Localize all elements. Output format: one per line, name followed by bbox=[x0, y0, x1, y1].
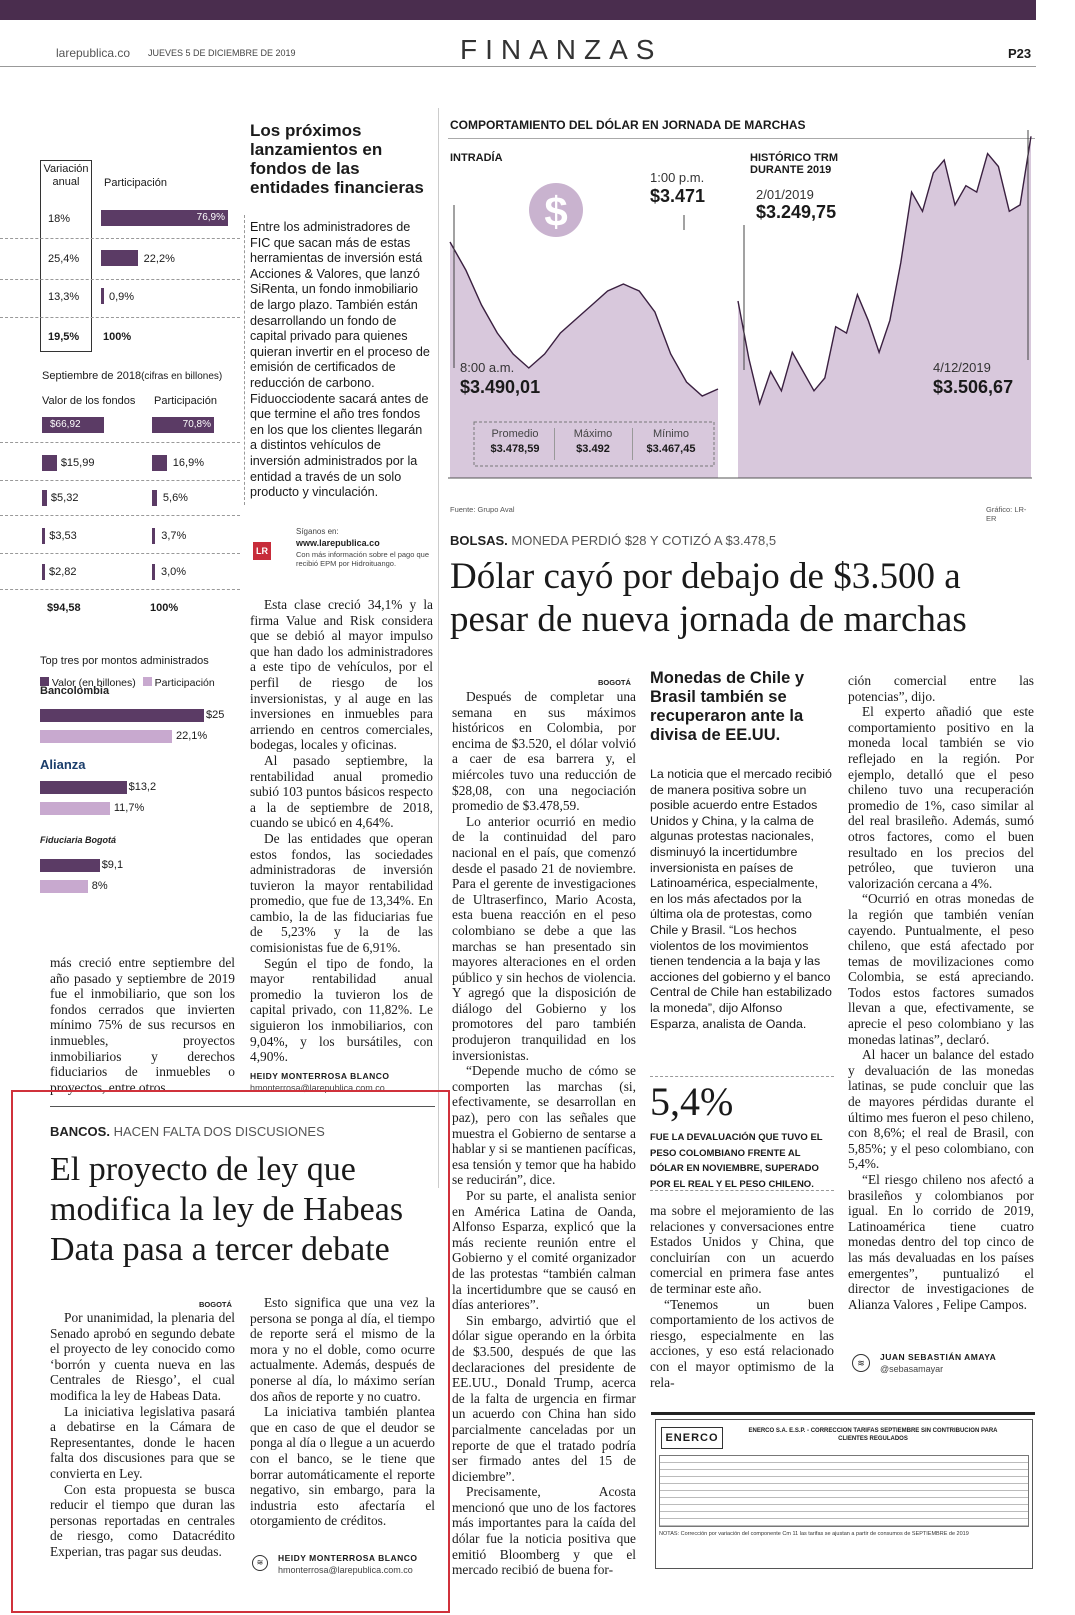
growth-value: 18% bbox=[48, 213, 71, 225]
sept-total-share: 100% bbox=[150, 602, 179, 614]
habeas-top-rule bbox=[50, 1106, 435, 1107]
share-value: 22,2% bbox=[143, 253, 175, 265]
main-byline-icon: ≋ bbox=[852, 1354, 870, 1372]
bank-logo: Fiduciaria Bogotá bbox=[40, 835, 117, 845]
hist-label: HISTÓRICO TRM DURANTE 2019 bbox=[750, 152, 838, 176]
legend-share-swatch bbox=[143, 677, 152, 686]
dashed-line bbox=[0, 317, 240, 318]
svg-text:$: $ bbox=[544, 188, 568, 235]
habeas-dateline: BOGOTÁ bbox=[199, 1300, 232, 1309]
paragraph: “Tenemos un buen comportamiento de los activos de riesgo, especialmente en las acciones, y eso está relacionado con el mayor optimismo de la rela- bbox=[650, 1296, 834, 1390]
top3-value-bar bbox=[40, 859, 100, 872]
habeas-kicker-rest: HACEN FALTA DOS DISCUSIONES bbox=[113, 1124, 325, 1139]
sept-share-bar bbox=[152, 455, 167, 471]
enerco-note: NOTAS: Corrección por variación del componente Cm 11 las tarifas se ajustan a partir de consumos de SEPTIEMBRE de 2019 bbox=[659, 1531, 969, 1537]
habeas-byline: HEIDY MONTERROSA BLANCO bbox=[278, 1553, 418, 1563]
launches-box-border bbox=[244, 215, 246, 505]
legend-share-label: Participación bbox=[154, 677, 215, 689]
paragraph: Esta clase creció 34,1% y la firma Value and Risk considera que se debió al mayor impulso que han dado los administradores a este tipo de vehículos, por el perfil de riesgo de los inversionistas, y al auge en las inversiones en inmuebles para arriendo en centros comerciales, bodegas, locales y oficinas. bbox=[250, 597, 433, 753]
habeas-headline[interactable]: El proyecto de ley que modifica la ley de Habeas Data pasa a tercer debate bbox=[50, 1151, 404, 1268]
top3-value-bar bbox=[40, 781, 127, 794]
main-kicker-rest: MONEDA PERDIÓ $28 Y COTIZÓ A $3.478,5 bbox=[511, 533, 777, 548]
top3-share-bar bbox=[40, 802, 110, 815]
share-col-header: Participación bbox=[104, 177, 167, 189]
sept-share-label: 5,6% bbox=[162, 492, 188, 504]
share-value: 0,9% bbox=[109, 291, 135, 303]
sept-title bbox=[42, 370, 222, 382]
sept-value-bar bbox=[42, 564, 45, 580]
paragraph: La iniciativa también plantea que en caso de que el deudor se ponga al día o llegue a un acuerdo con el banco, se le tiene que borrar automáticamente el reporte negativo, sin embargo, para la industria esto afectaría el otorgamiento de créditos. bbox=[250, 1404, 435, 1529]
top3-share-bar bbox=[40, 880, 88, 893]
follow-label: Síganos en: bbox=[296, 527, 339, 536]
sept-share-label: 16,9% bbox=[172, 457, 204, 469]
main-byline: JUAN SEBASTIÁN AMAYA bbox=[880, 1352, 997, 1362]
devaluation-caption: FUE LA DEVALUACIÓN QUE TUVO EL PESO COLOMBIANO FRENTE AL DÓLAR EN NOVIEMBRE, SUPERADO POR EL REAL Y EL PESO CHILENO. bbox=[650, 1132, 823, 1190]
share-value: 100% bbox=[103, 331, 132, 343]
paragraph: Por unanimidad, la plenaria del Senado aprobó en segundo debate el proyecto de ley conocido como ‘borrón y cuenta nueva en las Centrales de Riesgo’, el cual modifica la ley de Habeas Data. bbox=[50, 1310, 235, 1403]
top3-value-label: $13,2 bbox=[128, 781, 157, 793]
stat-divider bbox=[554, 428, 555, 460]
col2-email[interactable]: hmonterrosa@larepublica.com.co bbox=[250, 1083, 385, 1093]
follow-note: Con más información sobre el pago que recibió EPM por Hidroituango. bbox=[296, 550, 429, 568]
lr-logo: LR bbox=[253, 542, 271, 560]
chile-box-text: La noticia que el mercado recibió de manera positiva sobre un posible acuerdo entre Estados Unidos y China, y la calma de algunas protestas nacionales, disminuyó la incertidumbre inversionista en países de Latinoamérica, especialmente, en los más afectados por la última ola de protestas, como Chile y Brasil. “Los hechos violentos de los movimientos tienen tendencia a la baja y las acciones del gobierno y el banco Central de Chile han estabilizado la moneda”, dijo Alfonso Esparza, analista de Oanda. bbox=[650, 767, 832, 1031]
paragraph: Al pasado septiembre, la rentabilidad anual promedio subió 103 puntos básicos respecto a la de septiembre de 2018, cuando se ubicó en 4,64%. bbox=[250, 752, 433, 831]
top3-share-label: 22,1% bbox=[176, 730, 208, 742]
part-col-header: Participación bbox=[154, 395, 217, 407]
enerco-title: ENERCO S.A. E.S.P. - CORRECCION TARIFAS SEPTIEMBRE SIN CONTRIBUCION PARA CLIENTES REGULADOS bbox=[748, 1428, 998, 1442]
growth-value: 19,5% bbox=[48, 331, 80, 343]
hist-end-value: $3.506,67 bbox=[933, 377, 1014, 397]
sept-value-bar bbox=[42, 490, 47, 506]
stat-divider bbox=[632, 428, 633, 460]
sept-share-bar bbox=[152, 490, 157, 506]
sept-value-label: $5,32 bbox=[50, 492, 79, 504]
stat-value: $3.478,59 bbox=[490, 443, 540, 455]
paragraph: Por su parte, el analista senior en América Latina de Oanda, Alfonso Esparza, explicó que la más reciente reunión entre el Gobierno y el comité organizador de las protestas “también calman la incertidumbre que se causó en días anteriores”. bbox=[452, 1188, 636, 1313]
stat-value: $3.492 bbox=[576, 443, 610, 455]
bank-logo: Alianza bbox=[40, 757, 86, 772]
dashed-line bbox=[0, 279, 240, 280]
habeas-col-a bbox=[50, 1310, 235, 1560]
stat-value: $3.467,45 bbox=[646, 443, 696, 455]
sept-value-label: $2,82 bbox=[49, 566, 77, 578]
dashed-line bbox=[0, 238, 240, 239]
dollar-chart bbox=[448, 110, 1035, 523]
dollar-coin-icon bbox=[522, 176, 590, 244]
sept-share-bar: 70,8% bbox=[152, 417, 214, 433]
top3-title: Top tres por montos administrados bbox=[40, 655, 209, 667]
paragraph: Esto significa que una vez la persona se ponga al día, el tiempo de reporte será el mismo de la mora y no el doble, como ocurre actualmente. Además, después de ponerse al día, lo máximo serían dos años de reporte y no cuatro. bbox=[250, 1295, 435, 1404]
top3-value-label: $25 bbox=[206, 709, 225, 721]
mid-value: $3.471 bbox=[650, 186, 706, 206]
stat-label: Promedio bbox=[491, 428, 539, 440]
sept-share-label: 3,0% bbox=[161, 566, 187, 578]
top3-value-label: $9,1 bbox=[101, 859, 124, 871]
hist-end-date: 4/12/2019 bbox=[933, 360, 991, 375]
habeas-email[interactable]: hmonterrosa@larepublica.com.co bbox=[278, 1565, 413, 1575]
top3-value-bar bbox=[40, 709, 204, 722]
enerco-table bbox=[659, 1455, 1029, 1527]
paragraph: Lo anterior ocurrió en medio de la continuidad del paro nacional en el país, que comenzó desde el pasado 21 de noviembre. Para el gerente de investigaciones de Ultraserfinco, Mario Acosta, esta buena reacción en el peso colombiano se debe a que las marchas se han presentado sin mayores alteraciones en el orden público y sin hechos de violencia. Y agregó que la disposición de diálogo del Gobierno y los promotores del paro también produjeron tranquilidad en los inversionistas. bbox=[452, 813, 636, 1063]
section-title: FINANZAS bbox=[460, 34, 663, 65]
stat-label: Máximo bbox=[573, 428, 613, 440]
hist-start-date: 2/01/2019 bbox=[756, 187, 814, 202]
main-col-a bbox=[452, 689, 636, 1578]
stat-rule-bottom bbox=[650, 1190, 834, 1191]
paragraph: ma sobre el mejoramiento de las relaciones y conversaciones entre Estados Unidos y China, que concluirían con un acuerdo comercial en primera fase antes de terminar este año. bbox=[650, 1203, 834, 1296]
launches-box-heading: Los próximos lanzamientos en fondos de las entidades financieras bbox=[250, 121, 424, 197]
page-number: P23 bbox=[1008, 46, 1032, 61]
main-handle[interactable]: @sebasamayar bbox=[880, 1364, 944, 1374]
dollar-chart-svg bbox=[448, 110, 1035, 520]
devaluation-stat: 5,4% bbox=[650, 1079, 734, 1124]
sept-share-bar bbox=[152, 564, 155, 580]
dashed-line bbox=[0, 553, 240, 554]
paragraph: Precisamente, Acosta mencionó que uno de los factores más importantes para la caída del dólar fue la noticia positiva que emitió Bloomberg y que el mercado recibió de buena for- bbox=[452, 1484, 636, 1578]
legend-value-label: Valor (en billones) bbox=[51, 677, 136, 689]
sept-value-label: $15,99 bbox=[60, 457, 95, 469]
header-rule bbox=[0, 66, 1036, 67]
growth-value: 25,4% bbox=[48, 253, 80, 265]
intraday-label: INTRADÍA bbox=[450, 152, 503, 164]
stat-rule bbox=[650, 1076, 834, 1077]
habeas-col-b bbox=[250, 1295, 435, 1529]
bank-logo: Bancolombia bbox=[40, 685, 110, 697]
top3-chart bbox=[0, 655, 240, 925]
fund-article-body bbox=[250, 597, 433, 1065]
value-col-header: Valor de los fondos bbox=[42, 395, 136, 407]
chile-box-heading: Monedas de Chile y Brasil también se recuperaron ante la divisa de EE.UU. bbox=[650, 669, 805, 744]
sept-value-bar bbox=[42, 455, 57, 471]
growth-value: 13,3% bbox=[48, 291, 80, 303]
dollar-chart-title: COMPORTAMIENTO DEL DÓLAR EN JORNADA DE MARCHAS bbox=[450, 118, 806, 132]
habeas-kicker-tag: BANCOS. bbox=[50, 1124, 110, 1139]
top3-share-bar bbox=[40, 730, 172, 743]
share-bar bbox=[101, 288, 104, 304]
chart-credit: Gráfico: LR-ER bbox=[986, 505, 1027, 523]
launches-box-text: Entre los administradores de FIC que sacan más de estas herramientas de inversión está Acciones & Valores, que lanzó SiRenta, un fondo inmobiliario de largo plazo. También están desarrollando un fondo de capital privado para quienes quieran invertir en el proceso de emisión de certificados de reducción de carbono. Fiduocciodente sacará antes de que termine el año tres fondos en los que los clientes llegarán a distintos vehículos de inversión administrados por la entidad a través de un solo producto y vinculación. bbox=[250, 220, 430, 500]
paragraph: Sin embargo, advirtió que el dólar sigue operando en la órbita de $3.500, después de que las declaraciones del presidente de EE.UU., Donald Trump, acerca de la falta de urgencia en firmar un acuerdo con China han sido parcialmente canceladas por un reporte de que el tratado podría ser firmado antes del 15 de diciembre”. bbox=[452, 1312, 636, 1484]
habeas-byline-icon: ≋ bbox=[252, 1555, 268, 1571]
paragraph: “Depende mucho de cómo se comporten las marchas (si, efectivamente, se desarrollan en paz), pero con las señales que muestra el Gobierno de sentarse a hablar y si se mantienen pacíficas, esa tensión y temor que ha habido se reducirán”, dice. bbox=[452, 1063, 636, 1188]
issue-date: JUEVES 5 DE DICIEMBRE DE 2019 bbox=[148, 48, 296, 58]
main-dateline: BOGOTÁ bbox=[598, 678, 631, 687]
top3-share-label: 8% bbox=[91, 880, 108, 892]
follow-block bbox=[250, 527, 435, 572]
share-bar bbox=[101, 250, 138, 266]
sept-title-text: Septiembre de 2018 bbox=[42, 370, 142, 382]
paragraph: Al hacer un balance del estado y devaluación de las monedas latinas, se pude concluir que las de mayores pérdidas durante el último mes fueron el peso chileno, con 8,6%; el real de Brasil, con 5,85%; y el peso colombiano, con 5,4%. bbox=[848, 1047, 1034, 1172]
growth-col-header: Variación anual bbox=[43, 163, 89, 188]
paragraph: De las entidades que operan estos fondos, las sociedades administradoras de inversión tuvieron la mayor rentabilidad promedio, que fue de 13,34%. En cambio, la de las fiduciarias fue de 5,23% y la de las comisionistas fue de 6,91%. bbox=[250, 830, 433, 956]
paragraph: La iniciativa legislativa pasará a debatirse en la Cámara de Representantes, donde le hacen falta dos discusiones para que se convierta en Ley. bbox=[50, 1403, 235, 1481]
sept-share-bar bbox=[152, 528, 155, 544]
top-color-bar bbox=[0, 0, 1036, 20]
share-bar: 76,9% bbox=[101, 210, 228, 226]
sept-funds-table bbox=[0, 370, 240, 640]
enerco-logo: ENERCO bbox=[661, 1427, 723, 1449]
paragraph: El experto añadió que este comportamiento positivo en la moneda local también se vio reflejado en la región. Por ejemplo, detalló que el peso chileno tuvo una recuperación promedio de 1%, caso similar al del real brasileño. Además, sumó otros factores, como el buen resultado en los precios del petróleo, que tuvieron una valorización cercana a 4%. bbox=[848, 704, 1034, 891]
main-col-c bbox=[848, 673, 1034, 1333]
stat-label: Mínimo bbox=[652, 428, 690, 440]
sept-value-bar: $66,92 bbox=[42, 417, 104, 433]
open-value: $3.490,01 bbox=[460, 377, 541, 397]
mid-time: 1:00 p.m. bbox=[650, 170, 705, 185]
enerco-ad bbox=[651, 1412, 1035, 1573]
follow-site[interactable]: www.larepublica.co bbox=[296, 538, 380, 548]
sept-unit-text: (cifras en billones) bbox=[141, 371, 223, 382]
col2-byline: HEIDY MONTERROSA BLANCO bbox=[250, 1071, 390, 1081]
paragraph: “El riesgo chileno nos afectó a brasileños y colombianos por igual. En lo corrido de 2019, Latinoamérica tiene cuatro monedas dentro del top cinco de las más devaluadas en los países emergentes”, puntualizó el director de investigaciones de Alianza Valores , Felipe Campos. bbox=[848, 1172, 1034, 1312]
sept-value-bar bbox=[42, 528, 45, 544]
dashed-line bbox=[0, 480, 240, 481]
paragraph: Después de completar una semana en sus máximos históricos en Colombia, por encima de $3.520, el dólar volvió a caer de esa barrera y, el miércoles tuvo una reducción de $28,08, con una negociación promedio de $3.478,59. bbox=[452, 689, 636, 814]
sept-value-label: $3,53 bbox=[49, 530, 77, 542]
top3-share-label: 11,7% bbox=[113, 802, 145, 814]
paragraph: Según el tipo de fondo, la mayor rentabilidad anual promedio la tuvieron los de capital privado, con 11,82%. Le siguieron los inmobiliarios, con 9,04%, y los bursátiles, con 4,90%. bbox=[250, 955, 433, 1065]
paragraph: ción comercial entre las potencias”, dijo. bbox=[848, 673, 1034, 704]
habeas-kicker bbox=[50, 1124, 325, 1139]
chart-source: Fuente: Grupo Aval bbox=[450, 505, 515, 514]
site-name[interactable]: larepublica.co bbox=[56, 46, 131, 60]
sept-share-label: 3,7% bbox=[161, 530, 187, 542]
annual-growth-table bbox=[0, 155, 240, 355]
main-kicker bbox=[450, 533, 776, 548]
sept-total-value: $94,58 bbox=[47, 602, 81, 614]
dashed-line bbox=[0, 515, 240, 516]
dashed-line bbox=[0, 589, 240, 590]
main-headline[interactable]: Dólar cayó por debajo de $3.500 a pesar de nueva jornada de marchas bbox=[450, 556, 967, 640]
open-time: 8:00 a.m. bbox=[460, 360, 515, 375]
col1-continuation: más creció entre septiembre del año pasado y septiembre de 2019 fue el inmobiliario, que son los fondos cerrados que invierten mínimo 75% de sus recursos en inmuebles, proyectos inmobiliarios y derechos fiduciarios de inmuebles o proyectos, entre otros. bbox=[50, 955, 235, 1095]
hist-start-value: $3.249,75 bbox=[756, 202, 837, 222]
paragraph: “Ocurrió en otras monedas de la región que también venían cayendo. Puntualmente, el peso chileno, que está afectado por temas de movilizaciones como Colombia, se está apreciando. Todos estos factores sumados llevan a que, efectivamente, se aprecie el peso colombiano y las monedas latinas”, declaró. bbox=[848, 891, 1034, 1047]
paragraph: Con esta propuesta se busca reducir el tiempo que duran las personas reportadas en centrales de riesgo, como Datacrédito Experian, tras pagar sus deudas. bbox=[50, 1481, 235, 1559]
main-kicker-tag: BOLSAS. bbox=[450, 533, 508, 548]
dashed-line bbox=[0, 442, 240, 443]
column-divider bbox=[438, 108, 439, 1188]
main-col-b bbox=[650, 1203, 834, 1390]
